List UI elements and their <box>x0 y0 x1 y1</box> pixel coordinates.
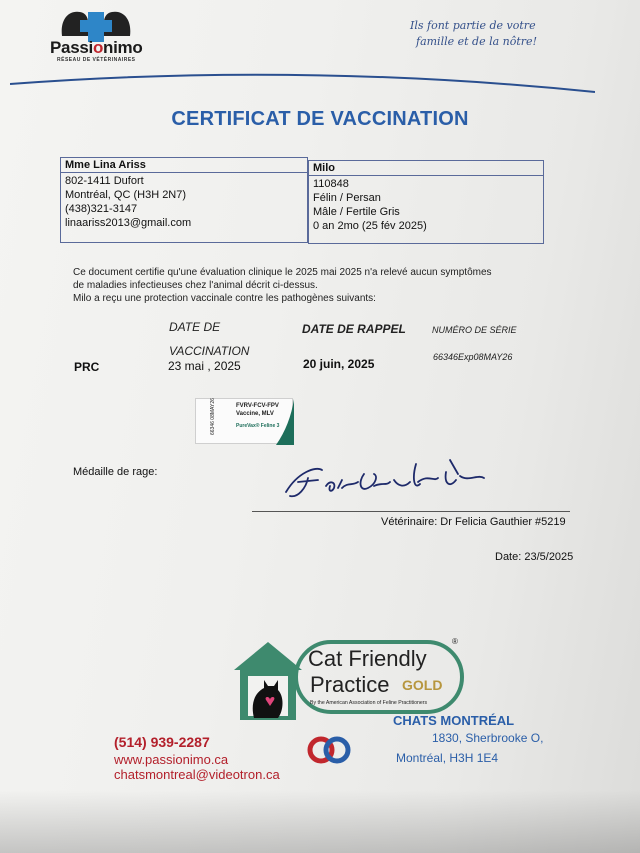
pet-box <box>308 160 544 244</box>
brand-name: Passionimo <box>50 38 143 57</box>
document-date: Date: 23/5/2025 <box>495 551 574 563</box>
certification-statement: Ce document certifie qu'une évaluation clinique le 2025 mai 2025 n'a relevé aucun symptômes de maladies infectieuses chez l'animal décrit ci-dessus. Milo a reçu une protection vaccinale contre les pathogènes suivants: <box>73 267 492 304</box>
badge-line1: Cat Friendly <box>308 646 427 671</box>
footer-email: chatsmontreal@videotron.ca <box>114 767 280 782</box>
veterinarian-signature <box>278 452 508 510</box>
owner-email: linaariss2013@gmail.com <box>65 217 192 229</box>
document-title: CERTIFICAT DE VACCINATION <box>171 108 469 130</box>
clinic-address-line2: Montréal, H3H 1E4 <box>396 751 499 765</box>
rabies-medal-label: Médaille de rage: <box>73 466 158 478</box>
owner-phone: (438)321-3147 <box>65 203 138 215</box>
pet-sex-color: Mâle / Fertile Gris <box>313 206 400 218</box>
brand-subtitle: RÉSEAU DE VÉTÉRINAIRES <box>57 57 136 63</box>
clinic-rings-logo-icon <box>306 733 352 767</box>
pet-id: 110848 <box>313 178 349 190</box>
tagline: Ils font partie de votre famille et de la nôtre! <box>410 19 537 48</box>
badge-level: GOLD <box>402 677 443 693</box>
sticker-lot: 66346 08MAY26 <box>210 398 216 435</box>
owner-box <box>60 157 308 243</box>
column-header-booster-date: DATE DE RAPPEL <box>302 322 406 336</box>
cat-friendly-practice-badge <box>230 632 465 724</box>
pet-species: Félin / Persan <box>313 192 381 204</box>
column-header-vaccination-date: DATE DE VACCINATION <box>169 320 250 358</box>
badge-registered: ® <box>452 637 458 646</box>
owner-address-line2: Montréal, QC (H3H 2N7) <box>65 189 187 201</box>
pet-name: Milo <box>309 161 543 176</box>
clinic-address-line1: 1830, Sherbrooke O, <box>432 731 544 745</box>
owner-name: Mme Lina Ariss <box>61 158 307 173</box>
footer-website: www.passionimo.ca <box>114 752 229 767</box>
column-header-serial-number: NUMÉRO DE SÉRIE <box>432 325 517 335</box>
footer-phone: (514) 939-2287 <box>114 734 210 750</box>
vaccine-label-sticker <box>195 398 293 444</box>
vaccine-name: PRC <box>74 360 100 374</box>
badge-line2: Practice <box>310 672 390 697</box>
sticker-line1: FVRV-FCV-FPV <box>236 403 279 409</box>
veterinarian-name: Vétérinaire: Dr Felicia Gauthier #5219 <box>381 516 566 528</box>
booster-date: 20 juin, 2025 <box>303 357 375 371</box>
photo-shadow <box>0 790 640 853</box>
owner-address-line1: 802-1411 Dufort <box>65 175 144 187</box>
serial-number: 66346Exp08MAY26 <box>433 352 513 362</box>
badge-sub: By the American Association of Feline Practitioners <box>310 700 428 706</box>
signature-line <box>252 511 570 512</box>
sticker-line2: Vaccine, MLV <box>236 411 274 417</box>
sticker-swoosh-icon <box>272 399 294 445</box>
header-divider <box>10 68 595 98</box>
pet-age: 0 an 2mo (25 fév 2025) <box>313 220 427 232</box>
vaccination-date: 23 mai , 2025 <box>168 359 241 373</box>
clinic-name: CHATS MONTRÉAL <box>393 713 515 728</box>
sticker-line3: PureVax® Feline 3 <box>236 423 280 429</box>
